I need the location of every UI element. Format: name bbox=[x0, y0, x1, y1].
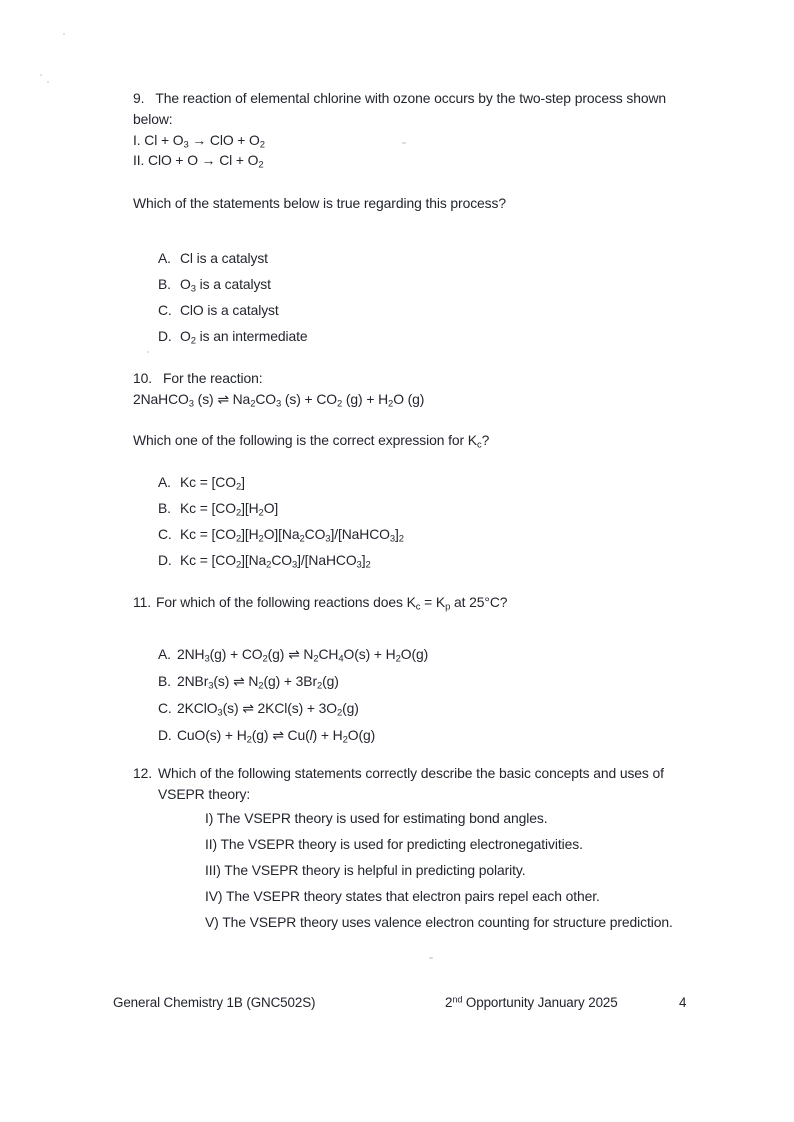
option-text: $O_2$ is an intermediate bbox=[180, 327, 308, 347]
question-12-statements bbox=[205, 808, 693, 933]
question-9-intro-text: The reaction of elemental chlorine with ozone occurs by the two-step process shown below: bbox=[133, 90, 667, 127]
option-label: B. bbox=[158, 500, 171, 517]
option-text: $O_3$ is a catalyst bbox=[180, 275, 271, 295]
statement-item: III) The VSEPR theory is helpful in predicting polarity. bbox=[205, 861, 526, 878]
statement-item: V) The VSEPR theory uses valence electron counting for structure prediction. bbox=[205, 913, 673, 930]
scan-speck bbox=[47, 81, 49, 83]
scan-speck bbox=[63, 33, 65, 35]
question-12-prompt-text: Which of the following statements correctly describe the basic concepts and uses of VSEPR theory: bbox=[158, 765, 664, 803]
option-row bbox=[158, 671, 693, 692]
option-text: $Kc = [CO_2][Na_2CO_3]/[NaHCO_3]_2$ bbox=[180, 552, 371, 571]
statement-item: IV) The VSEPR theory states that electron pairs repel each other. bbox=[205, 887, 600, 904]
option-row bbox=[158, 472, 693, 493]
option-label: D. bbox=[158, 327, 172, 344]
option-text: 2NBr$_3$(s) ⇌ $N_2(g) + 3Br_2(g)$ bbox=[177, 672, 339, 692]
option-label: C. bbox=[158, 301, 172, 318]
option-text: 2KClO$_3$(s) ⇌ $2KCl(s) + 3O_2(g)$ bbox=[177, 699, 359, 718]
statement-item: II) The VSEPR theory is used for predicting electronegativities. bbox=[205, 836, 583, 852]
footer-page-number: 4 bbox=[679, 995, 687, 1010]
footer-course-title: General Chemistry 1B (GNC502S) bbox=[113, 995, 316, 1010]
question-9-prompt: Which of the statements below is true regarding this process? bbox=[133, 195, 506, 212]
option-label: A. bbox=[158, 249, 171, 266]
option-text: Cl is a catalyst bbox=[180, 249, 268, 266]
page-footer bbox=[113, 995, 693, 1017]
option-label: A. bbox=[158, 474, 171, 491]
statement-item: I) The VSEPR theory is used for estimating bond angles. bbox=[205, 810, 548, 827]
option-label: D. bbox=[158, 552, 172, 569]
option-label: D. bbox=[158, 726, 172, 743]
option-text: $2NH_3(g) + CO_2(g)$ ⇌ $N_2CH_4O(s) + H_2O(g)$ bbox=[177, 645, 429, 665]
option-row bbox=[158, 300, 693, 321]
question-10-number: 10. bbox=[133, 369, 153, 386]
option-text: ClO is a catalyst bbox=[180, 301, 279, 318]
question-11-number: 11. bbox=[133, 593, 151, 610]
option-label: C. bbox=[158, 699, 172, 716]
option-row bbox=[158, 524, 693, 545]
footer-exam-session: 2nd Opportunity January 2025 bbox=[445, 994, 618, 1010]
option-row bbox=[158, 644, 693, 665]
question-12-number: 12. bbox=[133, 765, 153, 782]
option-label: C. bbox=[158, 526, 172, 543]
option-text: $Kc = [CO_2][H_2O][Na_2CO_3]/[NaHCO_3]_2$ bbox=[180, 526, 404, 545]
option-label: B. bbox=[158, 672, 171, 689]
option-row bbox=[158, 725, 693, 746]
option-label: A. bbox=[158, 645, 171, 662]
option-text: $Kc = [CO_2][H_2O]$ bbox=[180, 500, 279, 519]
question-12-prompt bbox=[133, 763, 693, 805]
option-row bbox=[158, 274, 693, 295]
question-10-equation: 2NaHCO$_3$ (s) ⇌ $Na_2CO_3$ $(s) + CO_2$ $(g) + H_2O$ (g) bbox=[133, 390, 425, 409]
question-9-options bbox=[158, 248, 693, 347]
question-9-intro bbox=[133, 88, 693, 130]
question-10-intro bbox=[133, 368, 693, 389]
option-label: B. bbox=[158, 275, 171, 292]
option-row bbox=[158, 498, 693, 519]
question-11-prompt-text: For which of the following reactions does $K_c = K_p$ at 25°C? bbox=[155, 593, 508, 613]
option-row bbox=[158, 698, 693, 719]
question-11-options bbox=[158, 644, 693, 746]
question-9-equation-2: II. ClO + $O \to Cl + O_2$ bbox=[133, 152, 264, 171]
option-text: $CuO(s) + H_2(g)$ ⇌ $Cu(l) + H_2O(g)$ bbox=[177, 726, 376, 745]
question-10-options bbox=[158, 472, 693, 571]
page-content bbox=[133, 88, 693, 938]
question-9-number: 9. bbox=[133, 90, 145, 106]
question-10-prompt: Which one of the following is the correct expression for $K_c$? bbox=[133, 432, 490, 451]
option-row bbox=[158, 326, 693, 347]
question-11-prompt bbox=[133, 592, 693, 613]
option-text: $Kc = [CO_2]$ bbox=[180, 474, 245, 493]
question-10-intro-text: For the reaction: bbox=[163, 369, 263, 386]
option-row bbox=[158, 550, 693, 571]
scan-speck bbox=[429, 957, 433, 959]
question-9-equation-1: I. $Cl + O_3$ → ClO + $O_2$ bbox=[133, 131, 265, 150]
option-row bbox=[158, 248, 693, 269]
scan-speck bbox=[40, 74, 42, 76]
